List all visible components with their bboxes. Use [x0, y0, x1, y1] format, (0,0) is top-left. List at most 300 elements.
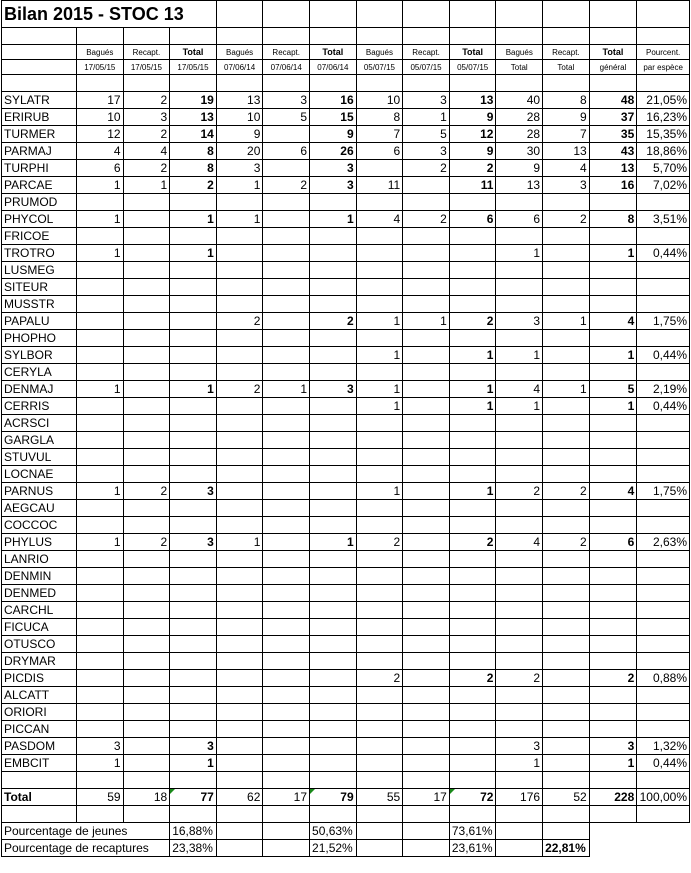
value-cell: [543, 619, 590, 636]
value-cell: 1: [76, 483, 123, 500]
value-cell: [589, 262, 637, 279]
value-cell: [637, 517, 690, 534]
header-cell: Bagués: [496, 45, 543, 60]
value-cell: 1: [216, 177, 263, 194]
value-cell: 1: [449, 381, 496, 398]
table-row: [2, 415, 690, 432]
table-row: [2, 347, 690, 364]
value-cell: [356, 245, 403, 262]
value-cell: [76, 415, 123, 432]
header-cell: Recapt.: [263, 45, 310, 60]
pct-jeunes-row: [2, 823, 690, 840]
value-cell: 8: [170, 143, 217, 160]
value-cell: [356, 330, 403, 347]
value-cell: 1: [589, 398, 637, 415]
value-cell: 15,35%: [637, 126, 690, 143]
species-code: CARCHL: [2, 602, 77, 619]
value-cell: [310, 755, 357, 772]
header-cell: 05/07/15: [403, 60, 450, 75]
empty-cell: [403, 840, 450, 857]
value-cell: [543, 500, 590, 517]
header-cell: 07/06/14: [216, 60, 263, 75]
value-cell: [637, 636, 690, 653]
value-cell: [76, 279, 123, 296]
value-cell: [637, 466, 690, 483]
value-cell: 40: [496, 92, 543, 109]
value-cell: 2: [263, 177, 310, 194]
value-cell: 2: [123, 160, 170, 177]
value-cell: 16: [310, 92, 357, 109]
value-cell: [356, 296, 403, 313]
value-cell: 5: [403, 126, 450, 143]
value-cell: [123, 738, 170, 755]
value-cell: 9: [449, 143, 496, 160]
value-cell: [449, 279, 496, 296]
species-code: PICDIS: [2, 670, 77, 687]
value-cell: [263, 296, 310, 313]
value-cell: 37: [589, 109, 637, 126]
value-cell: [263, 687, 310, 704]
value-cell: [123, 262, 170, 279]
value-cell: 9: [216, 126, 263, 143]
value-cell: 7: [356, 126, 403, 143]
value-cell: [356, 228, 403, 245]
value-cell: [263, 398, 310, 415]
value-cell: [449, 704, 496, 721]
table-row: [2, 670, 690, 687]
value-cell: [637, 585, 690, 602]
value-cell: 1: [310, 211, 357, 228]
value-cell: 11: [356, 177, 403, 194]
total-row: [2, 789, 690, 806]
header-cell: Total: [310, 45, 357, 60]
stoc-table: [1, 0, 690, 857]
value-cell: 13: [589, 160, 637, 177]
value-cell: [496, 330, 543, 347]
value-cell: [170, 432, 217, 449]
value-cell: [216, 279, 263, 296]
value-cell: 13: [543, 143, 590, 160]
value-cell: 2: [589, 670, 637, 687]
value-cell: 2,63%: [637, 534, 690, 551]
value-cell: [449, 194, 496, 211]
value-cell: [496, 500, 543, 517]
value-cell: [76, 296, 123, 313]
value-cell: 2: [543, 483, 590, 500]
value-cell: [263, 466, 310, 483]
value-cell: [637, 500, 690, 517]
value-cell: [170, 466, 217, 483]
value-cell: [216, 466, 263, 483]
value-cell: [216, 483, 263, 500]
value-cell: 1: [403, 313, 450, 330]
value-cell: [263, 670, 310, 687]
value-cell: [403, 415, 450, 432]
value-cell: [543, 398, 590, 415]
value-cell: [403, 279, 450, 296]
species-code: SYLATR: [2, 92, 77, 109]
value-cell: [123, 619, 170, 636]
value-cell: [310, 636, 357, 653]
value-cell: 14: [170, 126, 217, 143]
value-cell: [637, 687, 690, 704]
value-cell: [356, 704, 403, 721]
species-code: DENMIN: [2, 568, 77, 585]
value-cell: [496, 721, 543, 738]
value-cell: [403, 262, 450, 279]
value-cell: [170, 262, 217, 279]
table-row: [2, 755, 690, 772]
value-cell: [356, 619, 403, 636]
value-cell: [170, 602, 217, 619]
species-code: TURPHI: [2, 160, 77, 177]
table-row: [2, 483, 690, 500]
value-cell: [403, 347, 450, 364]
value-cell: [403, 534, 450, 551]
value-cell: 1: [76, 177, 123, 194]
value-cell: [637, 653, 690, 670]
value-cell: [496, 296, 543, 313]
value-cell: 1: [449, 398, 496, 415]
header-cell: 07/06/14: [310, 60, 357, 75]
value-cell: 1: [356, 313, 403, 330]
value-cell: [76, 670, 123, 687]
value-cell: [356, 585, 403, 602]
value-cell: 3: [310, 177, 357, 194]
value-cell: 4: [589, 483, 637, 500]
value-cell: [637, 551, 690, 568]
value-cell: [449, 228, 496, 245]
value-cell: [216, 755, 263, 772]
value-cell: [76, 551, 123, 568]
header-row-1: [2, 45, 690, 60]
value-cell: [356, 738, 403, 755]
value-cell: [589, 228, 637, 245]
table-row: [2, 296, 690, 313]
species-code: ACRSCI: [2, 415, 77, 432]
empty-cell: [496, 823, 543, 840]
value-cell: [403, 177, 450, 194]
value-cell: [589, 653, 637, 670]
table-row: [2, 738, 690, 755]
value-cell: [263, 279, 310, 296]
value-cell: [216, 517, 263, 534]
value-cell: [170, 296, 217, 313]
value-cell: 2: [496, 670, 543, 687]
value-cell: 1: [76, 755, 123, 772]
header-cell: 05/07/15: [449, 60, 496, 75]
value-cell: [403, 653, 450, 670]
value-cell: [356, 551, 403, 568]
value-cell: [123, 364, 170, 381]
value-cell: [263, 602, 310, 619]
value-cell: 10: [356, 92, 403, 109]
value-cell: [543, 517, 590, 534]
value-cell: 2: [216, 313, 263, 330]
table-row: [2, 364, 690, 381]
value-cell: [216, 245, 263, 262]
value-cell: [496, 466, 543, 483]
value-cell: [449, 585, 496, 602]
total-cell: 100,00%: [637, 789, 690, 806]
value-cell: [543, 432, 590, 449]
value-cell: [76, 619, 123, 636]
value-cell: [403, 670, 450, 687]
pct-recap-label: Pourcentage de recaptures: [2, 840, 170, 857]
species-code: FICUCA: [2, 619, 77, 636]
value-cell: [589, 194, 637, 211]
table-row: [2, 466, 690, 483]
value-cell: [263, 432, 310, 449]
value-cell: [123, 194, 170, 211]
species-code: SYLBOR: [2, 347, 77, 364]
species-code: DENMAJ: [2, 381, 77, 398]
table-row: [2, 687, 690, 704]
value-cell: [170, 721, 217, 738]
value-cell: [263, 585, 310, 602]
value-cell: 17: [76, 92, 123, 109]
table-row: [2, 619, 690, 636]
value-cell: [123, 398, 170, 415]
species-code: PARMAJ: [2, 143, 77, 160]
value-cell: [543, 704, 590, 721]
value-cell: 3: [403, 143, 450, 160]
value-cell: [403, 704, 450, 721]
value-cell: 0,44%: [637, 755, 690, 772]
value-cell: [543, 636, 590, 653]
species-code: DENMED: [2, 585, 77, 602]
total-cell: 176: [496, 789, 543, 806]
value-cell: [403, 568, 450, 585]
value-cell: [496, 551, 543, 568]
value-cell: 11: [449, 177, 496, 194]
value-cell: [310, 721, 357, 738]
value-cell: [170, 636, 217, 653]
value-cell: 3: [170, 534, 217, 551]
table-row: [2, 330, 690, 347]
value-cell: [356, 687, 403, 704]
value-cell: [637, 721, 690, 738]
value-cell: 4: [543, 160, 590, 177]
value-cell: [263, 636, 310, 653]
species-code: PICCAN: [2, 721, 77, 738]
value-cell: [170, 194, 217, 211]
value-cell: [589, 500, 637, 517]
value-cell: [123, 211, 170, 228]
value-cell: [589, 415, 637, 432]
empty-cell: [356, 823, 403, 840]
value-cell: [637, 296, 690, 313]
value-cell: [310, 398, 357, 415]
value-cell: [76, 432, 123, 449]
value-cell: [356, 568, 403, 585]
value-cell: 1: [356, 347, 403, 364]
value-cell: [263, 517, 310, 534]
value-cell: [216, 262, 263, 279]
species-code: PAPALU: [2, 313, 77, 330]
value-cell: 2: [496, 483, 543, 500]
value-cell: [496, 619, 543, 636]
value-cell: [403, 738, 450, 755]
value-cell: [543, 551, 590, 568]
value-cell: [216, 636, 263, 653]
value-cell: [449, 755, 496, 772]
value-cell: [170, 398, 217, 415]
value-cell: [123, 755, 170, 772]
total-cell: 72: [449, 789, 496, 806]
value-cell: [310, 687, 357, 704]
value-cell: [356, 636, 403, 653]
value-cell: [589, 517, 637, 534]
value-cell: 3: [589, 738, 637, 755]
value-cell: 9: [496, 160, 543, 177]
value-cell: [543, 602, 590, 619]
value-cell: [543, 194, 590, 211]
value-cell: 5: [263, 109, 310, 126]
value-cell: [76, 500, 123, 517]
value-cell: [589, 602, 637, 619]
value-cell: [403, 296, 450, 313]
value-cell: 2: [356, 670, 403, 687]
value-cell: 2: [123, 126, 170, 143]
value-cell: [310, 194, 357, 211]
table-row: [2, 262, 690, 279]
species-code: PHOPHO: [2, 330, 77, 347]
value-cell: [356, 653, 403, 670]
value-cell: [170, 687, 217, 704]
value-cell: [496, 653, 543, 670]
value-cell: [449, 500, 496, 517]
value-cell: 3: [123, 109, 170, 126]
value-cell: [76, 466, 123, 483]
value-cell: [170, 279, 217, 296]
value-cell: [449, 296, 496, 313]
value-cell: 2: [356, 534, 403, 551]
value-cell: 1: [543, 313, 590, 330]
value-cell: [637, 415, 690, 432]
value-cell: [123, 704, 170, 721]
table-row: [2, 143, 690, 160]
value-cell: [589, 364, 637, 381]
value-cell: [263, 449, 310, 466]
value-cell: [310, 500, 357, 517]
header-cell: Bagués: [216, 45, 263, 60]
value-cell: 6: [356, 143, 403, 160]
value-cell: [449, 262, 496, 279]
value-cell: [637, 449, 690, 466]
value-cell: 1: [123, 177, 170, 194]
value-cell: [310, 347, 357, 364]
value-cell: 2: [543, 534, 590, 551]
value-cell: 1: [403, 109, 450, 126]
table-row: [2, 398, 690, 415]
value-cell: [216, 398, 263, 415]
empty-cell: [496, 840, 543, 857]
value-cell: [637, 262, 690, 279]
value-cell: [170, 364, 217, 381]
header-cell: 05/07/15: [356, 60, 403, 75]
value-cell: [637, 568, 690, 585]
table-row: [2, 211, 690, 228]
value-cell: [449, 619, 496, 636]
table-row: [2, 126, 690, 143]
value-cell: [543, 415, 590, 432]
value-cell: [170, 415, 217, 432]
value-cell: 35: [589, 126, 637, 143]
value-cell: 1: [216, 534, 263, 551]
species-code: TROTRO: [2, 245, 77, 262]
species-code: ERIRUB: [2, 109, 77, 126]
value-cell: [216, 415, 263, 432]
value-cell: 3: [543, 177, 590, 194]
value-cell: [589, 585, 637, 602]
value-cell: [496, 228, 543, 245]
value-cell: 19: [170, 92, 217, 109]
value-cell: [76, 364, 123, 381]
species-code: DRYMAR: [2, 653, 77, 670]
header-cell: Total: [589, 45, 637, 60]
value-cell: [216, 364, 263, 381]
value-cell: [543, 364, 590, 381]
value-cell: [543, 330, 590, 347]
value-cell: [263, 721, 310, 738]
value-cell: 0,44%: [637, 347, 690, 364]
value-cell: [310, 228, 357, 245]
value-cell: [403, 330, 450, 347]
value-cell: 1,32%: [637, 738, 690, 755]
value-cell: [216, 653, 263, 670]
value-cell: [637, 330, 690, 347]
species-code: PRUMOD: [2, 194, 77, 211]
value-cell: [310, 296, 357, 313]
value-cell: 16,23%: [637, 109, 690, 126]
pct-jeunes-2: 50,63%: [310, 823, 357, 840]
table-row: [2, 653, 690, 670]
value-cell: [263, 653, 310, 670]
value-cell: 2: [170, 177, 217, 194]
header-cell: Recapt.: [403, 45, 450, 60]
value-cell: 15: [310, 109, 357, 126]
value-cell: 2: [403, 160, 450, 177]
value-cell: 8: [170, 160, 217, 177]
value-cell: [123, 415, 170, 432]
value-cell: 1: [496, 755, 543, 772]
value-cell: [403, 551, 450, 568]
value-cell: 1: [310, 534, 357, 551]
value-cell: [263, 228, 310, 245]
total-cell: 79: [310, 789, 357, 806]
value-cell: 10: [76, 109, 123, 126]
value-cell: [403, 602, 450, 619]
value-cell: 1: [170, 755, 217, 772]
value-cell: [403, 755, 450, 772]
value-cell: [310, 330, 357, 347]
value-cell: [76, 602, 123, 619]
value-cell: [496, 704, 543, 721]
value-cell: [76, 398, 123, 415]
value-cell: [310, 619, 357, 636]
species-code: LOCNAE: [2, 466, 77, 483]
value-cell: [356, 262, 403, 279]
value-cell: [170, 228, 217, 245]
value-cell: [310, 653, 357, 670]
value-cell: [449, 466, 496, 483]
species-code: ALCATT: [2, 687, 77, 704]
header-cell: Total: [543, 60, 590, 75]
value-cell: 6: [263, 143, 310, 160]
total-cell: 77: [170, 789, 217, 806]
table-row: [2, 313, 690, 330]
